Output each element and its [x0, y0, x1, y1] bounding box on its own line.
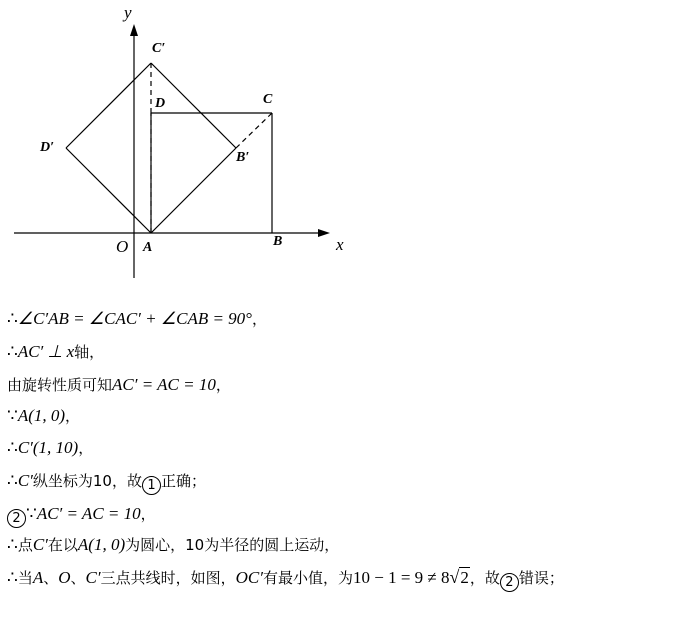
x-axis-arrow	[318, 229, 330, 237]
radicand: 2	[460, 568, 469, 587]
segment-B1C-dashed	[236, 113, 272, 148]
axis-label-x: x	[336, 235, 344, 254]
point-label-B: B	[273, 234, 283, 249]
segment-AB1	[151, 148, 236, 233]
segment-C1D1	[66, 63, 151, 148]
point-label-C-prime: C′	[152, 41, 166, 56]
point-label-D-prime: D′	[40, 140, 55, 155]
solution-line-3: 由旋转性质可知AC′ = AC = 10，	[7, 375, 231, 394]
solution-line-6: ∴C′纵坐标为10，故 1 正确；	[7, 471, 206, 493]
solution-line-2: ∴AC′ ⊥ x轴，	[7, 342, 105, 361]
solution-line-4: ∵A(1, 0)，	[7, 406, 81, 425]
circled-number: 2	[500, 573, 519, 592]
point-label-D: D	[155, 96, 166, 111]
axis-label-y: y	[124, 3, 132, 22]
solution-line-1: ∴∠C′AB = ∠CAC′ + ∠CAB = 90°，	[7, 309, 267, 328]
circled-number: 2	[7, 509, 26, 528]
solution-line-5: ∴C′(1, 10)，	[7, 438, 94, 457]
circled-number: 1	[142, 476, 161, 495]
point-label-C: C	[263, 92, 273, 107]
solution-line-8: ∴点C′在以A(1, 0)为圆心，10为半径的圆上运动，	[7, 535, 340, 554]
geometry-figure	[0, 0, 360, 285]
solution-line-7: 2 ∵AC′ = AC = 10，	[7, 504, 156, 528]
origin-label: O	[116, 237, 129, 256]
solution-line-9: ∴当A、O、C′三点共线时，如图，OC′有最小值，为10 − 1 = 9 ≠ 8√2，故 2 错误；	[7, 567, 564, 590]
y-axis-arrow	[130, 24, 138, 36]
segment-D1A	[66, 148, 151, 233]
point-label-A: A	[143, 240, 153, 255]
point-label-B-prime: B′	[236, 150, 250, 165]
sqrt-sign: √	[449, 567, 460, 587]
